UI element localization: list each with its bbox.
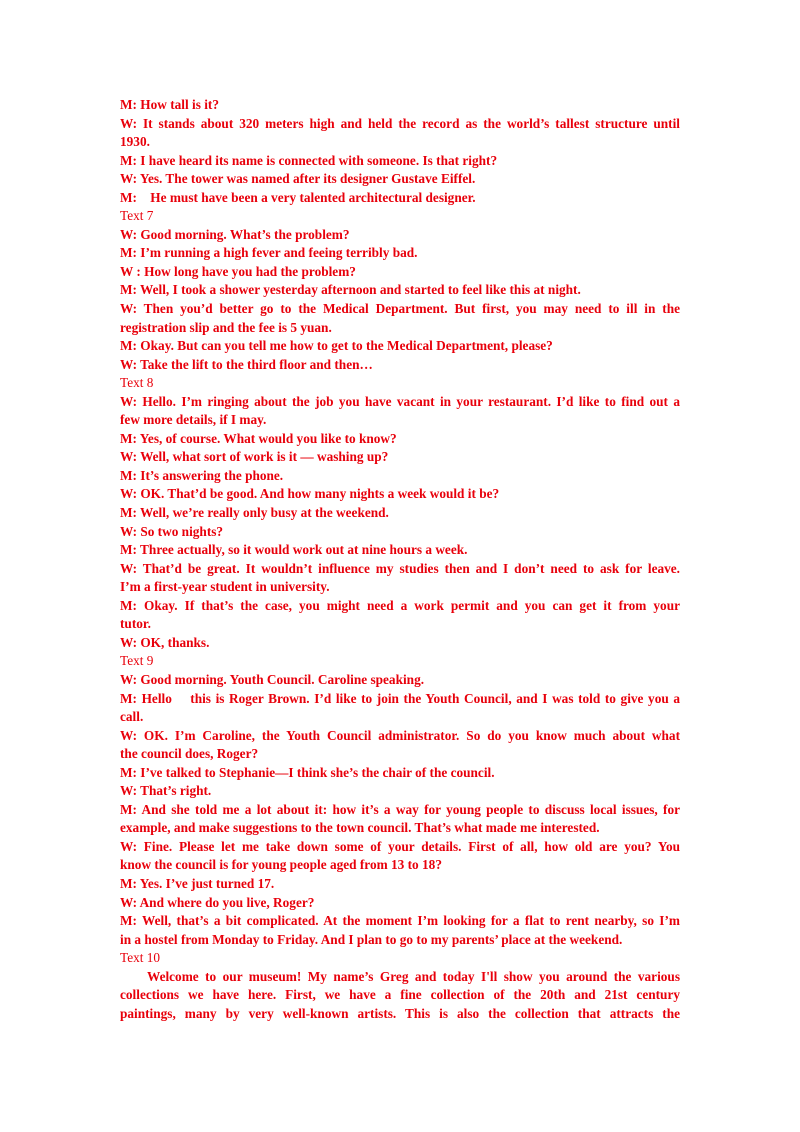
transcript-line: W: So two nights?: [120, 523, 224, 539]
transcript-line: M: And she told me a lot about it: how it’s a way for young people to discuss local issues, for: [120, 801, 680, 817]
transcript-line: M: Hello this is Roger Brown. I’d like to join the Youth Council, and I was told to give you a: [120, 690, 680, 706]
transcript-line: collections we have here. First, we have a fine collection of the 20th and 21st century: [120, 987, 680, 1003]
section-heading-text-8: Text 8: [120, 375, 154, 391]
section-heading-text-9: Text 9: [120, 653, 154, 669]
transcript-line: Welcome to our museum! My name’s Greg and today I'll show you around the various: [147, 968, 680, 984]
transcript-line: M: Well, that’s a bit complicated. At the moment I’m looking for a flat to rent nearby, so I’m: [120, 913, 680, 929]
transcript-line: paintings, many by very well-known artists. This is also the collection that attracts the: [120, 1005, 680, 1021]
transcript-line: M: Well, we’re really only busy at the weekend.: [120, 505, 389, 521]
section-heading-text-7: Text 7: [120, 208, 154, 224]
transcript-line: know the council is for young people aged from 13 to 18?: [120, 857, 442, 873]
transcript-line: W: Take the lift to the third floor and then…: [120, 356, 373, 372]
transcript-line: W: Good morning. Youth Council. Caroline speaking.: [120, 671, 425, 687]
transcript-text: [120, 96, 680, 1023]
transcript-line: M: I’m running a high fever and feeing terribly bad.: [120, 245, 418, 261]
transcript-line: W: OK, thanks.: [120, 634, 210, 650]
transcript-line: W: That’d be great. It wouldn’t influence my studies then and I don’t need to ask for leave.: [120, 560, 680, 576]
transcript-line: M: Yes, of course. What would you like to know?: [120, 430, 397, 446]
transcript-line: W: Good morning. What’s the problem?: [120, 226, 350, 242]
transcript-line: M: I’ve talked to Stephanie—I think she’s the chair of the council.: [120, 764, 495, 780]
transcript-line: M: Okay. But can you tell me how to get to the Medical Department, please?: [120, 338, 553, 354]
transcript-line: W: That’s right.: [120, 783, 212, 799]
transcript-line: W: It stands about 320 meters high and held the record as the world’s tallest structure until: [120, 115, 680, 131]
transcript-line: call.: [120, 709, 144, 725]
transcript-line: W: Well, what sort of work is it — washing up?: [120, 449, 389, 465]
transcript-line: W: OK. That’d be good. And how many nights a week would it be?: [120, 486, 500, 502]
transcript-line: W: And where do you live, Roger?: [120, 894, 315, 910]
transcript-line: M: Well, I took a shower yesterday afternoon and started to feel like this at night.: [120, 282, 581, 298]
transcript-line: M: How tall is it?: [120, 97, 219, 112]
transcript-line: M: I have heard its name is connected with someone. Is that right?: [120, 152, 498, 168]
transcript-line: M: Three actually, so it would work out at nine hours a week.: [120, 542, 468, 558]
transcript-line: the council does, Roger?: [120, 746, 259, 762]
transcript-line: W: Hello. I’m ringing about the job you have vacant in your restaurant. I’d like to find out a: [120, 393, 680, 409]
transcript-line: W : How long have you had the problem?: [120, 263, 356, 279]
transcript-line: in a hostel from Monday to Friday. And I plan to go to my parents’ place at the weekend.: [120, 931, 623, 947]
section-heading-text-10: Text 10: [120, 950, 161, 966]
transcript-line: M: He must have been a very talented architectural designer.: [120, 189, 476, 205]
transcript-line: M: Yes. I’ve just turned 17.: [120, 875, 275, 891]
transcript-line: M: Okay. If that’s the case, you might need a work permit and you can get it from your: [120, 597, 680, 613]
transcript-line: I’m a first-year student in university.: [120, 579, 330, 595]
transcript-line: M: It’s answering the phone.: [120, 467, 284, 483]
transcript-line: registration slip and the fee is 5 yuan.: [120, 319, 332, 335]
transcript-line: example, and make suggestions to the town council. That’s what made me interested.: [120, 820, 600, 836]
transcript-line: W: Yes. The tower was named after its designer Gustave Eiffel.: [120, 171, 476, 187]
transcript-line: W: Then you’d better go to the Medical Department. But first, you may need to ill in the: [120, 301, 680, 317]
transcript-line: W: OK. I’m Caroline, the Youth Council administrator. So do you know much about what: [120, 727, 680, 743]
transcript-line: W: Fine. Please let me take down some of your details. First of all, how old are you? You: [120, 838, 680, 854]
transcript-line: 1930.: [120, 134, 150, 150]
transcript-line: tutor.: [120, 616, 151, 632]
transcript-line: few more details, if I may.: [120, 412, 267, 428]
